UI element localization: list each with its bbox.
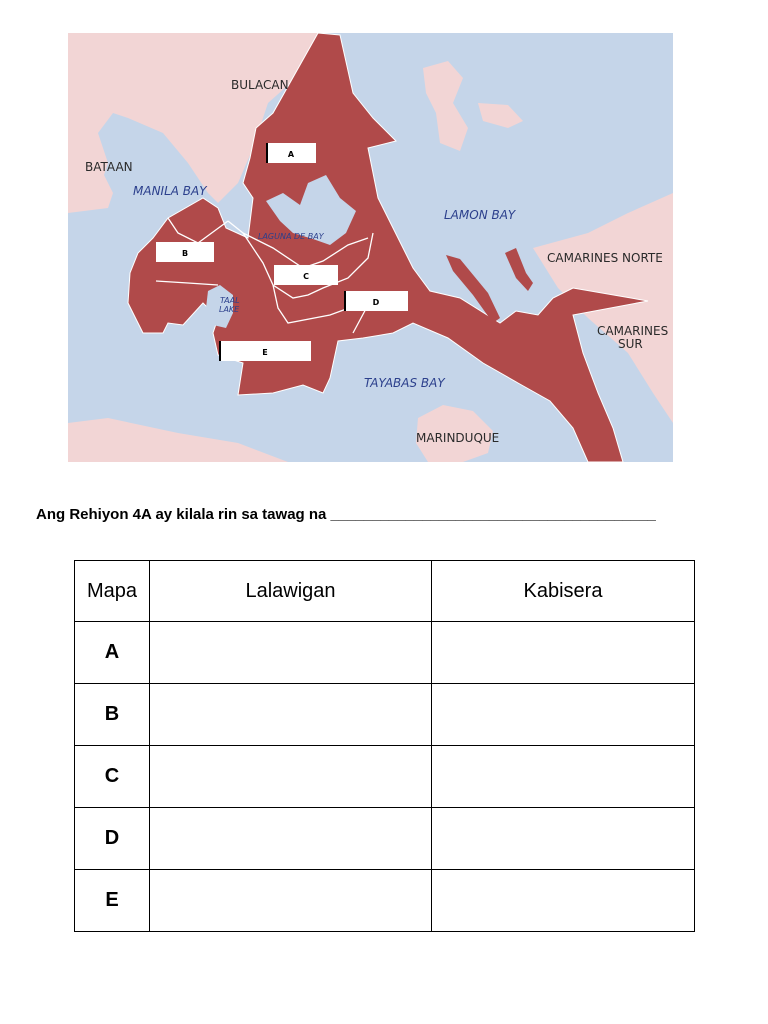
tag-d	[344, 291, 408, 311]
label-bataan: BATAAN	[85, 160, 133, 174]
label-tayabas-bay: TAYABAS BAY	[364, 376, 445, 390]
tag-a-letter: A	[287, 150, 295, 159]
row-letter: B	[75, 684, 150, 746]
fill-in-prompt: Ang Rehiyon 4A ay kilala rin sa tawag na _______________________________________	[36, 506, 656, 523]
tag-e-letter: E	[262, 348, 268, 357]
lalawigan-answer-cell[interactable]	[150, 684, 432, 746]
row-letter: C	[75, 746, 150, 808]
table-header-row	[75, 561, 695, 622]
tag-a	[266, 143, 316, 163]
label-laguna-de-bay: LAGUNA DE BAY	[258, 232, 324, 241]
row-letter: E	[75, 870, 150, 932]
kabisera-answer-cell[interactable]	[432, 808, 695, 870]
header-kabisera: Kabisera	[432, 561, 695, 622]
tag-e	[219, 341, 311, 361]
lalawigan-answer-cell[interactable]	[150, 808, 432, 870]
region-map	[68, 33, 673, 462]
table-row	[75, 808, 695, 870]
label-marinduque: MARINDUQUE	[416, 431, 500, 445]
table-row	[75, 870, 695, 932]
tag-b-letter: B	[181, 249, 189, 258]
label-camarines-norte: CAMARINES NORTE	[547, 251, 663, 265]
label-camarines-sur-1: CAMARINES	[597, 324, 669, 338]
header-mapa: Mapa	[75, 561, 150, 622]
tag-d-letter: D	[372, 298, 380, 307]
header-lalawigan: Lalawigan	[150, 561, 432, 622]
kabisera-answer-cell[interactable]	[432, 622, 695, 684]
tag-c	[274, 265, 338, 285]
label-camarines-sur-2: SUR	[618, 337, 643, 351]
tag-c-letter: C	[303, 272, 309, 281]
map-svg	[68, 33, 673, 462]
answer-table	[74, 560, 695, 932]
label-taal-lake-1: TAAL	[220, 296, 240, 305]
kabisera-answer-cell[interactable]	[432, 684, 695, 746]
kabisera-answer-cell[interactable]	[432, 746, 695, 808]
lalawigan-answer-cell[interactable]	[150, 746, 432, 808]
lalawigan-answer-cell[interactable]	[150, 870, 432, 932]
table-row	[75, 622, 695, 684]
kabisera-answer-cell[interactable]	[432, 870, 695, 932]
table-row	[75, 684, 695, 746]
label-bulacan: BULACAN	[231, 78, 289, 92]
row-letter: D	[75, 808, 150, 870]
tag-b	[156, 242, 214, 262]
label-manila-bay: MANILA BAY	[133, 184, 207, 198]
label-taal-lake-2: LAKE	[219, 305, 240, 314]
row-letter: A	[75, 622, 150, 684]
label-lamon-bay: LAMON BAY	[444, 208, 516, 222]
lalawigan-answer-cell[interactable]	[150, 622, 432, 684]
table-row	[75, 746, 695, 808]
